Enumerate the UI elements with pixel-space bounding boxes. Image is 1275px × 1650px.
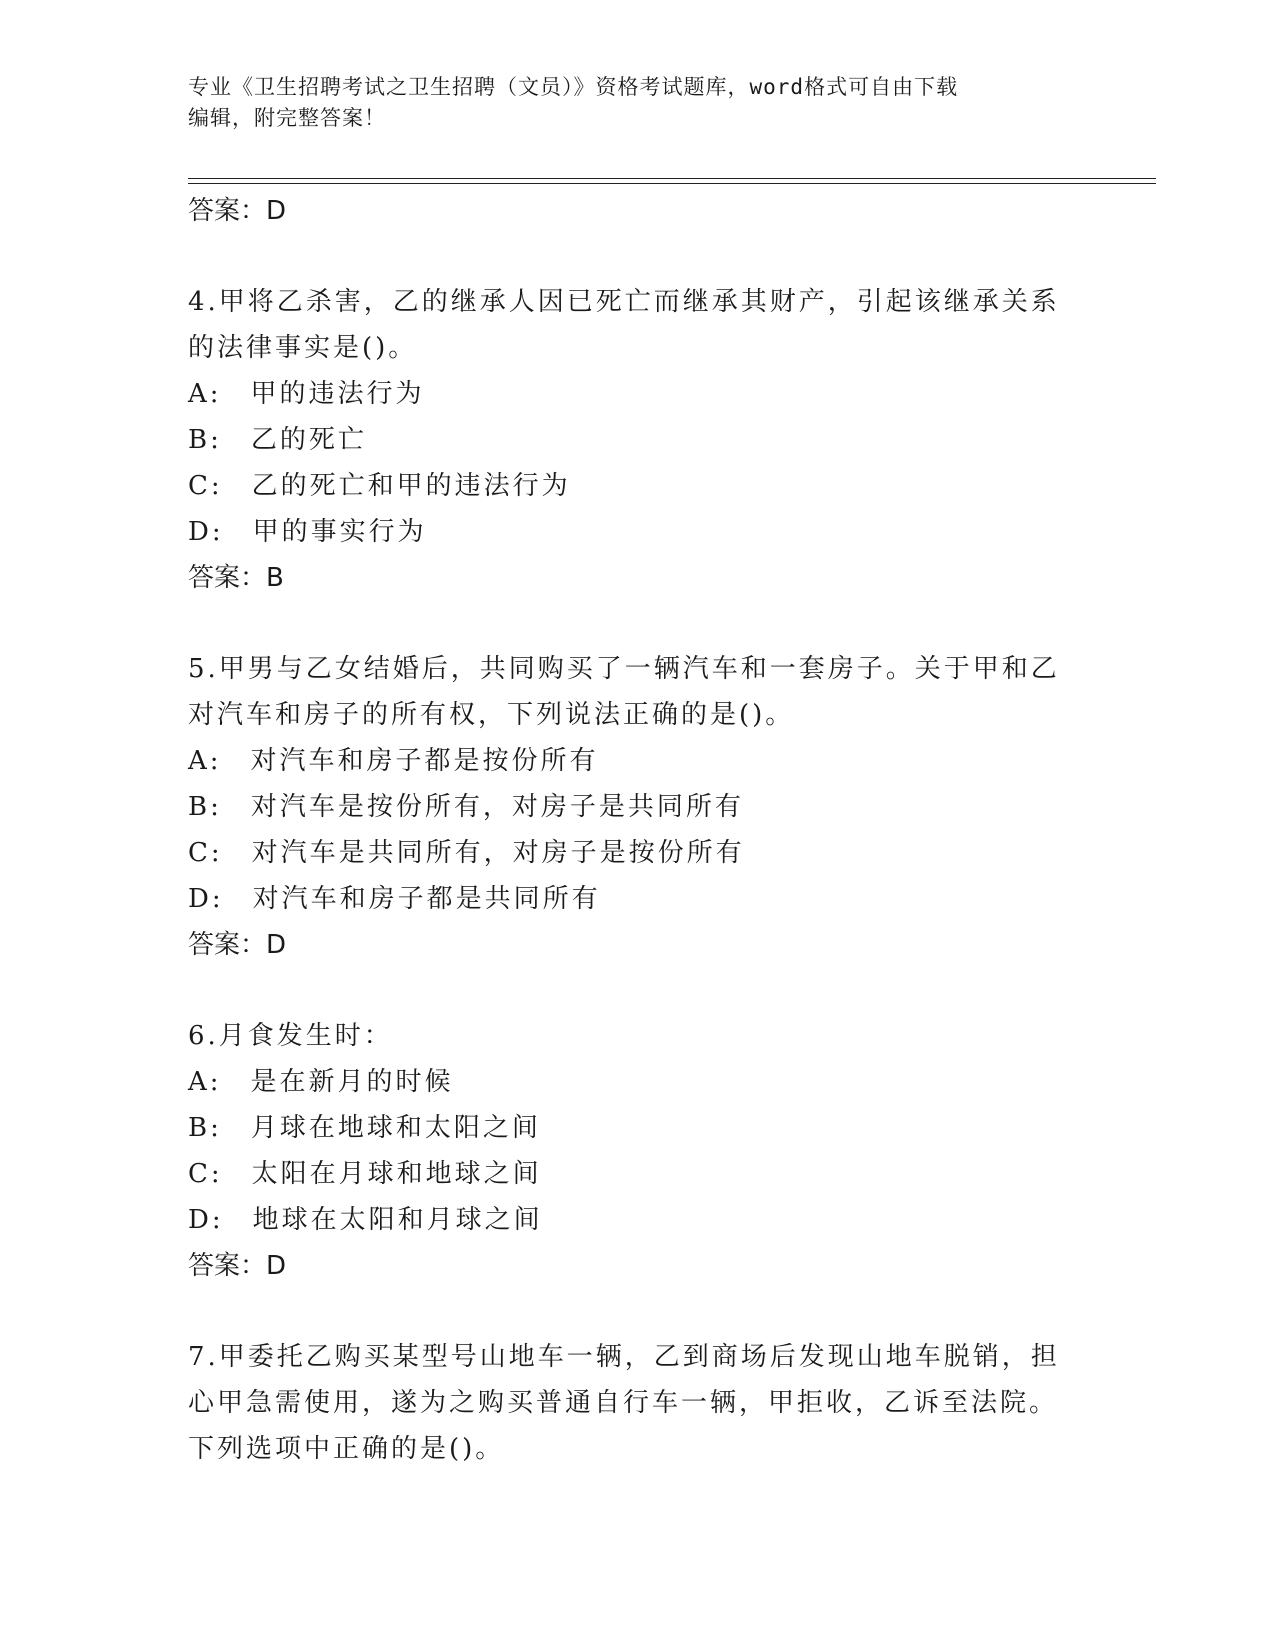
question-text-line: 4.甲将乙杀害，乙的继承人因已死亡而继承其财产，引起该继承关系 [188, 287, 1060, 317]
document-header [188, 72, 1088, 134]
option-a: A: 对汽车和房子都是按份所有 [188, 746, 599, 776]
answer-line: 答案：D [188, 196, 287, 226]
answer-line: 答案：B [188, 563, 284, 593]
spacer [188, 234, 1088, 279]
question-text-line: 下列选项中正确的是()。 [188, 1434, 505, 1464]
option-d: D: 对汽车和房子都是共同所有 [188, 884, 601, 914]
answer-line: 答案：D [188, 930, 287, 960]
option-d: D: 甲的事实行为 [188, 517, 427, 547]
question-6 [188, 1013, 1088, 1289]
question-content [188, 188, 1088, 1472]
spacer [188, 1289, 1088, 1334]
option-a: A: 是在新月的时候 [188, 1067, 454, 1097]
question-text [188, 1013, 1088, 1059]
header-line-1: 专业《卫生招聘考试之卫生招聘（文员）》资格考试题库，word格式可自由下载 [188, 75, 959, 99]
option-c: C: 对汽车是共同所有，对房子是按份所有 [188, 838, 745, 868]
question-text [188, 1334, 1088, 1472]
question-text-line: 5.甲男与乙女结婚后，共同购买了一辆汽车和一套房子。关于甲和乙 [188, 654, 1060, 684]
question-text [188, 646, 1088, 738]
question-text-line: 对汽车和房子的所有权，下列说法正确的是()。 [188, 700, 795, 730]
question-5 [188, 646, 1088, 968]
spacer [188, 601, 1088, 646]
question-text-line: 的法律事实是()。 [188, 333, 418, 363]
answer-line: 答案：D [188, 1251, 287, 1281]
header-divider [188, 178, 1156, 184]
option-c: C: 乙的死亡和甲的违法行为 [188, 471, 571, 501]
option-c: C: 太阳在月球和地球之间 [188, 1159, 542, 1189]
question-4 [188, 279, 1088, 601]
question-text [188, 279, 1088, 371]
question-text-line: 6.月食发生时： [188, 1021, 393, 1051]
option-b: B: 月球在地球和太阳之间 [188, 1113, 541, 1143]
header-line-2: 编辑，附完整答案！ [188, 106, 386, 130]
option-b: B: 乙的死亡 [188, 425, 367, 455]
option-d: D: 地球在太阳和月球之间 [188, 1205, 543, 1235]
option-a: A: 甲的违法行为 [188, 379, 425, 409]
question-7 [188, 1334, 1088, 1472]
option-b: B: 对汽车是按份所有，对房子是共同所有 [188, 792, 744, 822]
question-text-line: 7.甲委托乙购买某型号山地车一辆，乙到商场后发现山地车脱销，担 [188, 1342, 1060, 1372]
spacer [188, 968, 1088, 1013]
question-text-line: 心甲急需使用，遂为之购买普通自行车一辆，甲拒收，乙诉至法院。 [188, 1388, 1059, 1418]
